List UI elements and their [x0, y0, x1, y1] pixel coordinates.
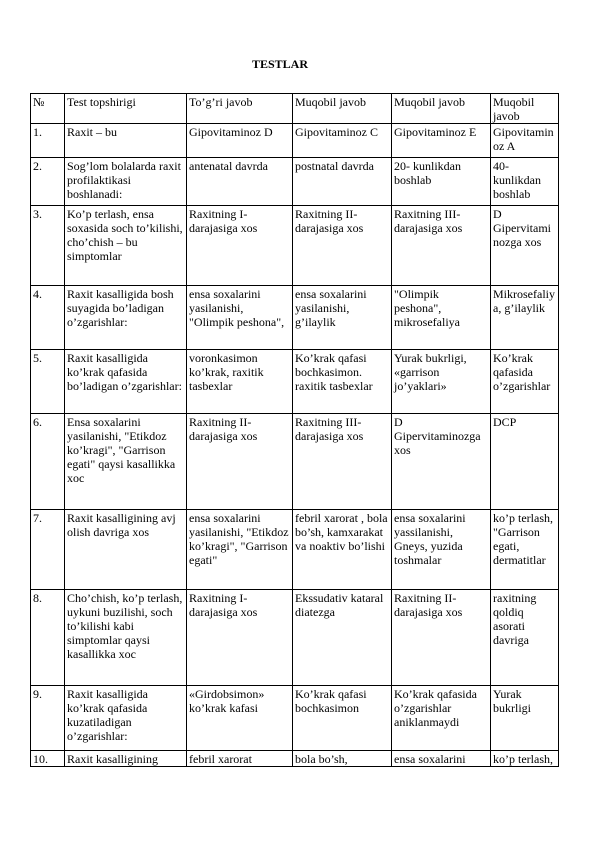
row-number: 6.	[31, 414, 65, 510]
correct-answer-cell: febril xarorat	[187, 751, 293, 767]
alternative-cell: Gipovitaminoz E	[392, 124, 491, 158]
table-row	[31, 286, 559, 350]
header-correct-answer: To’g’ri javob	[187, 94, 293, 124]
correct-answer-cell: Raxitning I-darajasiga xos	[187, 206, 293, 286]
row-number: 8.	[31, 590, 65, 686]
header-alternative-3: Muqobil javob	[491, 94, 559, 124]
correct-answer-cell: voronkasimon ko’krak, raxitik tasbexlar	[187, 350, 293, 414]
correct-answer-cell: «Girdobsimon» ko’krak kafasi	[187, 686, 293, 751]
question-cell: Raxit kasalligida bosh suyagida bo’ladigan o’zgarishlar:	[65, 286, 187, 350]
alternative-cell: Ekssudativ kataral diatezga	[293, 590, 392, 686]
question-cell: Raxit kasalligida ko’krak qafasida bo’ladigan o’zgarishlar:	[65, 350, 187, 414]
alternative-cell: 20- kunlikdan boshlab	[392, 158, 491, 206]
alternative-cell: Ko’krak qafasida o’zgarishlar aniklanmaydi	[392, 686, 491, 751]
row-number: 1.	[31, 124, 65, 158]
alternative-cell: Yurak bukrligi, «garrison jo’yaklari»	[392, 350, 491, 414]
alternative-cell: Raxitning II-darajasiga xos	[293, 206, 392, 286]
alternative-cell: ko’p terlash, "Garrison egati, dermatitlar	[491, 510, 559, 590]
alternative-cell: DCP	[491, 414, 559, 510]
correct-answer-cell: Raxitning I-darajasiga xos	[187, 590, 293, 686]
table-row	[31, 751, 559, 767]
alternative-cell: Gipovitaminoz A	[491, 124, 559, 158]
alternative-cell: D Gipervitaminozga xos	[491, 206, 559, 286]
question-cell: Raxit kasalligining avj olish davriga xos	[65, 510, 187, 590]
alternative-cell: Ko’krak qafasi bochkasimon	[293, 686, 392, 751]
row-number: 10.	[31, 751, 65, 767]
question-cell: Raxit kasalligida ko’krak qafasida kuzatiladigan o’zgarishlar:	[65, 686, 187, 751]
alternative-cell: Ko’krak qafasi bochkasimon. raxitik tasbexlar	[293, 350, 392, 414]
row-number: 3.	[31, 206, 65, 286]
correct-answer-cell: Raxitning II-darajasiga xos	[187, 414, 293, 510]
alternative-cell: Mikrosefaliya, g’ilaylik	[491, 286, 559, 350]
row-number: 2.	[31, 158, 65, 206]
table-row	[31, 590, 559, 686]
question-cell: Raxit kasalligining	[65, 751, 187, 767]
alternative-cell: postnatal davrda	[293, 158, 392, 206]
table-row	[31, 686, 559, 751]
row-number: 7.	[31, 510, 65, 590]
table-header-row	[31, 94, 559, 124]
correct-answer-cell: ensa soxalarini yasilanishi, "Etikdoz ko’kragi", "Garrison egati"	[187, 510, 293, 590]
alternative-cell: bola bo’sh,	[293, 751, 392, 767]
row-number: 4.	[31, 286, 65, 350]
alternative-cell: Ko’krak qafasida o’zgarishlar	[491, 350, 559, 414]
alternative-cell: Yurak bukrligi	[491, 686, 559, 751]
alternative-cell: Raxitning III-darajasiga xos	[392, 206, 491, 286]
alternative-cell: Raxitning II-darajasiga xos	[392, 590, 491, 686]
question-cell: Cho’chish, ko’p terlash, uykuni buzilishi, soch to’kilishi kabi simptomlar qaysi kasallikka xoc	[65, 590, 187, 686]
alternative-cell: D Gipervitaminozga xos	[392, 414, 491, 510]
header-number: №	[31, 94, 65, 124]
header-question: Test topshirigi	[65, 94, 187, 124]
alternative-cell: ensa soxalarini yassilanishi, Gneys, yuzida toshmalar	[392, 510, 491, 590]
row-number: 9.	[31, 686, 65, 751]
alternative-cell: Gipovitaminoz C	[293, 124, 392, 158]
table-row	[31, 124, 559, 158]
alternative-cell: Raxitning III-darajasiga xos	[293, 414, 392, 510]
question-cell: Ko’p terlash, ensa soxasida soch to’kilishi, cho’chish – bu simptomlar	[65, 206, 187, 286]
table-row	[31, 414, 559, 510]
alternative-cell: ensa soxalarini yasilanishi, g’ilaylik	[293, 286, 392, 350]
alternative-cell: 40- kunlikdan boshlab	[491, 158, 559, 206]
page-title: TESTLAR	[251, 57, 309, 71]
correct-answer-cell: ensa soxalarini yasilanishi, "Olimpik peshona",	[187, 286, 293, 350]
correct-answer-cell: Gipovitaminoz D	[187, 124, 293, 158]
correct-answer-cell: antenatal davrda	[187, 158, 293, 206]
table-row	[31, 350, 559, 414]
table-row	[31, 206, 559, 286]
alternative-cell: "Olimpik peshona", mikrosefaliya	[392, 286, 491, 350]
table-row	[31, 510, 559, 590]
alternative-cell: ko’p terlash,	[491, 751, 559, 767]
row-number: 5.	[31, 350, 65, 414]
alternative-cell: febril xarorat , bola bo’sh, kamxarakat va noaktiv bo’lishi	[293, 510, 392, 590]
tests-table	[30, 93, 559, 767]
header-alternative-2: Muqobil javob	[392, 94, 491, 124]
table-row	[31, 158, 559, 206]
question-cell: Sog’lom bolalarda raxit profilaktikasi boshlanadi:	[65, 158, 187, 206]
question-cell: Raxit – bu	[65, 124, 187, 158]
alternative-cell: raxitning qoldiq asorati davriga	[491, 590, 559, 686]
header-alternative-1: Muqobil javob	[293, 94, 392, 124]
alternative-cell: ensa soxalarini	[392, 751, 491, 767]
question-cell: Ensa soxalarini yasilanishi, "Etikdoz ko’kragi", "Garrison egati" qaysi kasallikka xoc	[65, 414, 187, 510]
